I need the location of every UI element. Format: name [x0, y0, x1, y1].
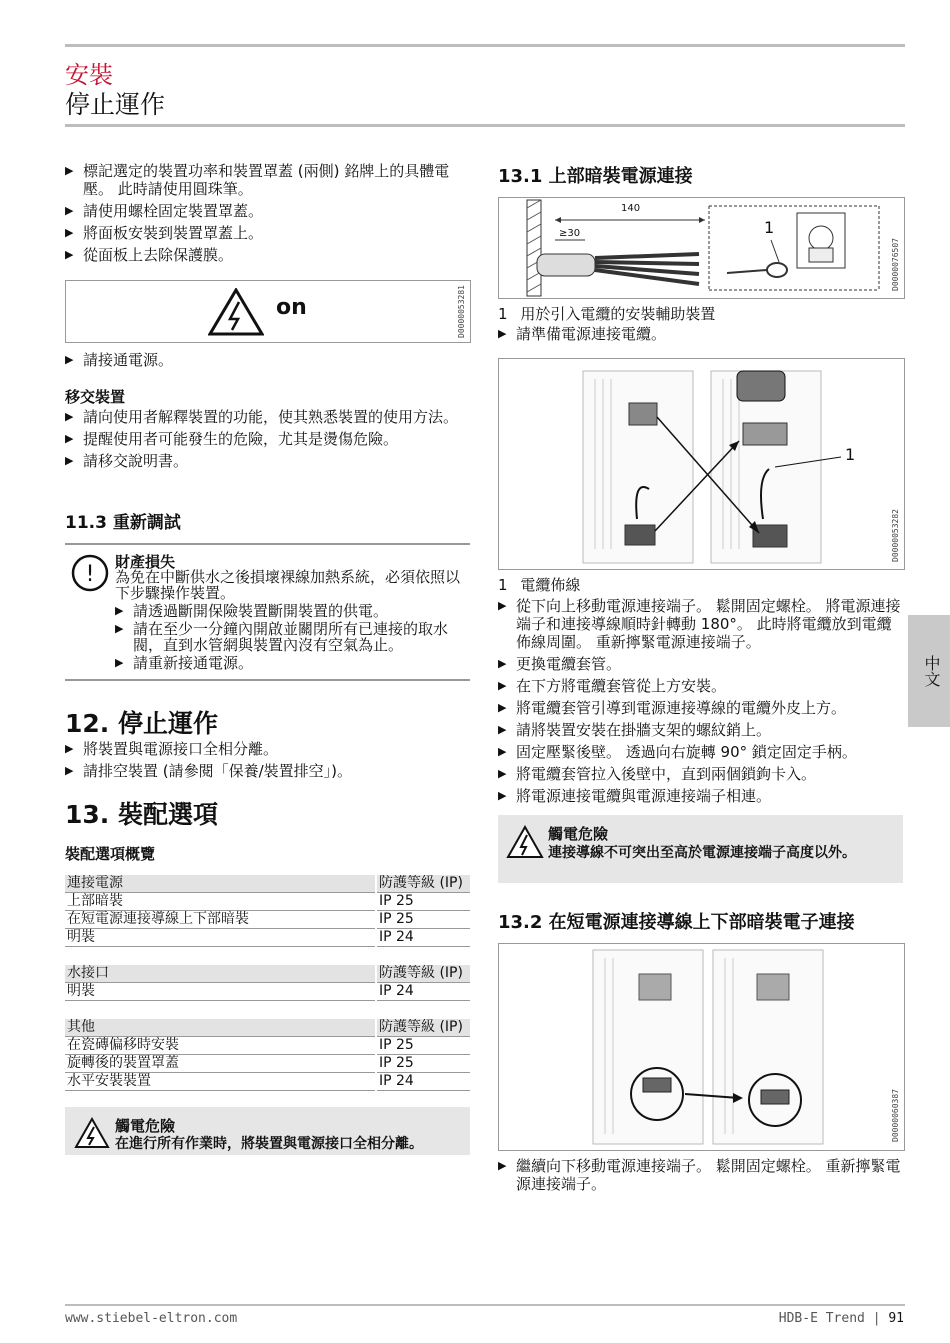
move-terminal-list: [498, 1157, 903, 1197]
figure-callout: 1: [845, 445, 856, 464]
cable-routing-illustration: [499, 359, 904, 569]
list-item: ▶ 從下向上移動電源連接端子。 鬆開固定螺栓。 將電源連接端子和連接導線順時針轉動 180°。 此時將電纜放到電纜佈線周圍。 重新擰緊電源連接端子。: [498, 597, 903, 651]
notice-text: 為免在中斷供水之後損壞裸線加熱系統，必須依照以下步驟操作裝置。: [115, 568, 461, 602]
list-item: ▶ 請透過斷開保險裝置斷開裝置的供電。: [115, 603, 470, 619]
prepare-cable-list: [498, 325, 903, 347]
section-heading-13-2: 13.2 在短電源連接導線上下部暗裝電子連接: [498, 912, 855, 933]
cable-routing-figure: [498, 358, 905, 570]
table-header-row: [65, 875, 470, 893]
list-item: ▶ 請排空裝置 (請參閱「保養/裝置排空」)。: [65, 762, 475, 780]
power-on-label: on: [276, 295, 307, 320]
list-item: ▶ 請在至少一分鐘內開啟並關閉所有已連接的取水閥，直到水管網與裝置內沒有空氣為止。: [115, 621, 470, 653]
caption-text: 用於引入電纜的安裝輔助裝置: [520, 305, 716, 323]
cable-routing-bullets: [498, 597, 903, 809]
list-item: ▶ 請移交說明書。: [65, 452, 465, 470]
table-row: [65, 911, 470, 929]
table-header-cell: 防護等級 (IP): [376, 875, 470, 893]
notice-title: 財產損失: [115, 553, 176, 571]
danger-box-left: [65, 1107, 470, 1155]
table-cell: IP 24: [376, 983, 470, 1001]
table-cell: 水平安裝裝置: [65, 1073, 376, 1091]
figure-callout: 1: [764, 218, 775, 237]
list-item: ▶ 將面板安裝到裝置罩蓋上。: [65, 224, 475, 242]
connect-power-list: [65, 351, 475, 373]
footer-separator: |: [872, 1311, 881, 1326]
page-number: 91: [888, 1311, 904, 1326]
dimension-label-30: ≥30: [559, 228, 581, 239]
list-item: ▶ 提醒使用者可能發生的危險，尤其是燙傷危險。: [65, 430, 465, 448]
electric-warning-icon: [74, 1117, 110, 1149]
figure-caption: [498, 574, 580, 595]
electric-warning-icon: [208, 288, 264, 336]
table-row: [65, 1073, 470, 1091]
list-item: ▶ 更換電纜套管。: [498, 655, 903, 673]
list-item: ▶ 將電源連接電纜與電源連接端子相連。: [498, 787, 903, 805]
danger-text: 在進行所有作業時，將裝置與電源接口全相分離。: [115, 1136, 423, 1152]
footer-rule: [65, 1304, 905, 1306]
table-header-cell: 其他: [65, 1019, 376, 1037]
caption-text: 電纜佈線: [520, 576, 581, 594]
table-cell: 明裝: [65, 983, 376, 1001]
cable-aid-figure: [498, 197, 905, 299]
list-item: ▶ 請準備電源連接電纜。: [498, 325, 903, 343]
list-item: ▶ 標記選定的裝置功率和裝置罩蓋 (兩側) 銘牌上的具體電壓。 此時請使用圓珠筆。: [65, 162, 475, 198]
table-cell: 旋轉後的裝置罩蓋: [65, 1055, 376, 1073]
exclamation-icon: [70, 553, 110, 593]
list-item: ▶ 從面板上去除保護膜。: [65, 246, 475, 264]
section-heading-13-1: 13.1 上部暗裝電源連接: [498, 166, 693, 187]
notice-top-rule: [65, 543, 470, 545]
language-tab-label: 中文: [922, 655, 941, 687]
footer-product: [779, 1311, 904, 1326]
electronic-connection-illustration: [499, 944, 904, 1150]
figure-caption: [498, 303, 715, 324]
caption-number: 1: [498, 576, 508, 594]
table-cell: 在瓷磚偏移時安裝: [65, 1037, 376, 1055]
notice-bottom-rule: [65, 679, 470, 681]
handover-heading: 移交裝置: [65, 388, 126, 406]
table-header-cell: 防護等級 (IP): [376, 1019, 470, 1037]
list-item: ▶ 固定壓緊後壁。 透過向右旋轉 90° 鎖定固定手柄。: [498, 743, 903, 761]
list-item: ▶ 請將裝置安裝在掛牆支架的螺紋銷上。: [498, 721, 903, 739]
table-row: [65, 893, 470, 911]
list-item: ▶ 將電纜套管引導到電源連接導線的電纜外皮上方。: [498, 699, 903, 717]
table-row: [65, 929, 470, 947]
figure-docid: D0000076507: [891, 238, 900, 291]
figure-docid: D0000053281: [457, 285, 466, 338]
svg-text:!: !: [85, 562, 95, 587]
install-bullets: [65, 162, 475, 268]
table-cell: IP 24: [376, 929, 470, 947]
table-cell: 上部暗裝: [65, 893, 376, 911]
table-cell: 在短電源連接導線上下部暗裝: [65, 911, 376, 929]
danger-title: 觸電危險: [115, 1117, 176, 1135]
dimension-label-140: 140: [621, 203, 641, 214]
footer-product-name: HDB-E Trend: [778, 1311, 865, 1326]
table-header-row: [65, 1019, 470, 1037]
handover-bullets: [65, 408, 465, 474]
danger-title: 觸電危險: [548, 825, 609, 843]
figure-docid: D0000060387: [891, 1089, 900, 1142]
table-header-cell: 防護等級 (IP): [376, 965, 470, 983]
language-tab: [908, 615, 950, 727]
danger-text: 連接導線不可突出至高於電源連接端子高度以外。: [548, 845, 856, 861]
danger-box-right: [498, 815, 903, 883]
table-cell: IP 24: [376, 1073, 470, 1091]
table-cell: IP 25: [376, 1055, 470, 1073]
table-row: [65, 1055, 470, 1073]
table-header-cell: 連接電源: [65, 875, 376, 893]
list-item: ▶ 繼續向下移動電源連接端子。 鬆開固定螺栓。 重新擰緊電源連接端子。: [498, 1157, 903, 1193]
header-bottom-rule: [65, 124, 905, 127]
overview-heading: 裝配選項概覽: [65, 845, 156, 863]
table-row: [65, 983, 470, 1001]
table-header-row: [65, 965, 470, 983]
table-header-cell: 水接口: [65, 965, 376, 983]
list-item: ▶ 請使用螺栓固定裝置罩蓋。: [65, 202, 475, 220]
list-item: ▶ 將電纜套管拉入後壁中，直到兩個鎖鉤卡入。: [498, 765, 903, 783]
notice-bullets: [115, 603, 470, 673]
options-table-water: [65, 965, 470, 1001]
list-item: ▶ 在下方將電纜套管從上方安裝。: [498, 677, 903, 695]
list-item: ▶ 請重新接通電源。: [115, 655, 470, 671]
electric-warning-icon: [506, 825, 544, 859]
options-table-other: [65, 1019, 470, 1091]
header-top-rule: [65, 44, 905, 47]
chapter-12-title: 12. 停止運作: [65, 709, 218, 738]
list-item: ▶ 將裝置與電源接口全相分離。: [65, 740, 475, 758]
cable-aid-illustration: [499, 198, 904, 298]
table-cell: IP 25: [376, 893, 470, 911]
list-item: ▶ 請接通電源。: [65, 351, 475, 369]
chapter-13-title: 13. 裝配選項: [65, 800, 218, 829]
power-on-figure: [65, 280, 471, 343]
table-cell: IP 25: [376, 1037, 470, 1055]
table-cell: IP 25: [376, 911, 470, 929]
caption-number: 1: [498, 305, 508, 323]
page-title: 停止運作: [65, 90, 166, 119]
list-item: ▶ 請向使用者解釋裝置的功能，使其熟悉裝置的使用方法。: [65, 408, 465, 426]
chapter-12-bullets: [65, 740, 475, 784]
electronic-connection-figure: [498, 943, 905, 1151]
options-table-power: [65, 875, 470, 947]
footer-url: www.stiebel-eltron.com: [65, 1311, 238, 1326]
section-heading-11-3: 11.3 重新調試: [65, 513, 181, 533]
table-row: [65, 1037, 470, 1055]
figure-docid: D0000053282: [891, 509, 900, 562]
header-section: 安裝: [65, 61, 113, 89]
table-cell: 明裝: [65, 929, 376, 947]
